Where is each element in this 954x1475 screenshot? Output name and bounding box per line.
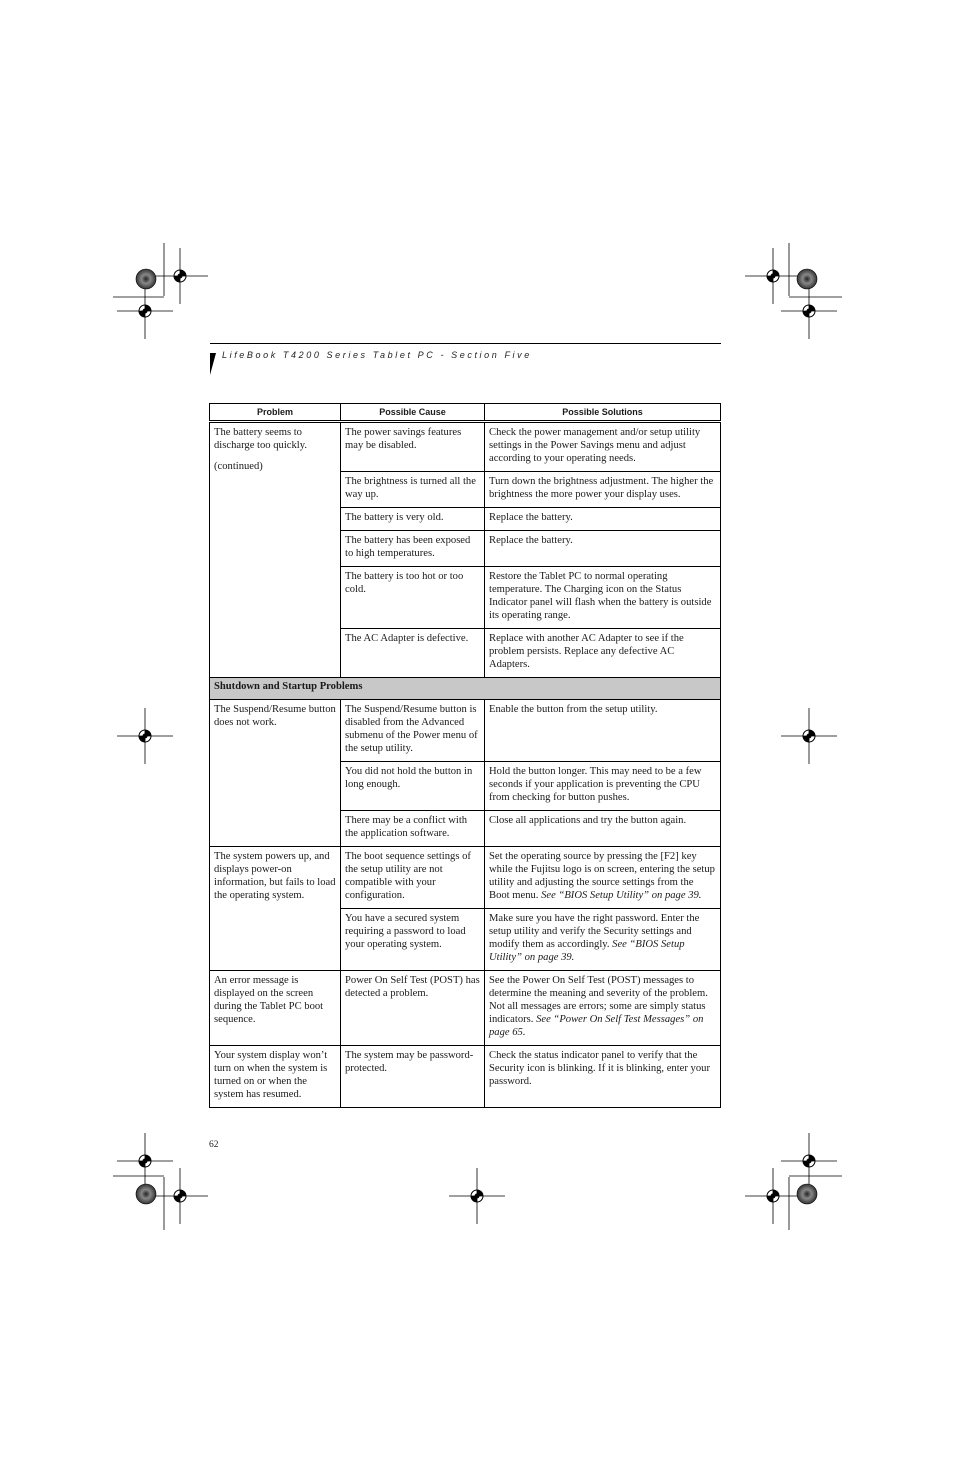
color-bar-circle-icon — [136, 269, 156, 289]
crosshair-registration-icon — [117, 708, 173, 764]
solution-text: Make sure you have the right password. Enter the setup utility and verify the Security settings and modify them as accordingly. — [489, 913, 700, 950]
solution-cell: Check the status indicator panel to verify that the Security icon is blinking. If it is blinking, enter your password. — [485, 1046, 721, 1108]
page-number: 62 — [209, 1140, 219, 1150]
header-wedge-mark — [210, 353, 216, 375]
solution-cell: Enable the button from the setup utility. — [485, 700, 721, 762]
cause-cell: You did not hold the button in long enough. — [341, 762, 485, 811]
solution-cell: Replace the battery. — [485, 531, 721, 567]
continued-label: (continued) — [214, 461, 263, 472]
solution-cell: Check the power management and/or setup utility settings in the Power Savings menu and adjust according to your operating needs. — [485, 422, 721, 472]
solution-cell: Hold the button longer. This may need to be a few seconds if your application is preventing the CPU from checking for button pushes. — [485, 762, 721, 811]
table-header-row — [210, 404, 721, 422]
color-bar-circle-icon — [797, 1184, 817, 1204]
problem-text: The battery seems to discharge too quickly. — [214, 427, 307, 451]
solution-text: See the Power On Self Test (POST) messages to determine the meaning and severity of the problem. Not all messages are errors; some are simply status indicators. — [489, 975, 708, 1025]
cause-cell: The boot sequence settings of the setup utility are not compatible with your configuration. — [341, 847, 485, 909]
table-row — [210, 971, 721, 1046]
column-header-cause: Possible Cause — [341, 404, 485, 422]
cause-cell: The battery is very old. — [341, 508, 485, 531]
problem-cell: The Suspend/Resume button does not work. — [210, 700, 341, 847]
cause-cell: The battery has been exposed to high temperatures. — [341, 531, 485, 567]
cause-cell: The system may be password-protected. — [341, 1046, 485, 1108]
crosshair-registration-icon — [152, 248, 208, 304]
crosshair-registration-icon — [781, 708, 837, 764]
solution-cell: Replace the battery. — [485, 508, 721, 531]
solution-cell — [485, 971, 721, 1046]
table-row — [210, 1046, 721, 1108]
solution-cell: Replace with another AC Adapter to see if the problem persists. Replace any defective AC Adapters. — [485, 629, 721, 678]
table-row — [210, 422, 721, 472]
crosshair-registration-icon — [745, 1168, 801, 1224]
cross-reference: See “Power On Self Test Messages” on page 65. — [489, 1014, 704, 1038]
cause-cell: The battery is too hot or too cold. — [341, 567, 485, 629]
solution-cell: Close all applications and try the button again. — [485, 811, 721, 847]
cross-reference: See “BIOS Setup Utility” on page 39. — [489, 939, 685, 963]
troubleshooting-table — [209, 403, 721, 1108]
solution-cell: Turn down the brightness adjustment. The higher the brightness the more power your display uses. — [485, 472, 721, 508]
column-header-problem: Problem — [210, 404, 341, 422]
section-heading: Shutdown and Startup Problems — [210, 678, 721, 700]
color-bar-circle-icon — [136, 1184, 156, 1204]
page-header — [210, 343, 721, 373]
problem-cell: An error message is displayed on the screen during the Tablet PC boot sequence. — [210, 971, 341, 1046]
problem-cell: Your system display won’t turn on when the system is turned on or when the system has resumed. — [210, 1046, 341, 1108]
cause-cell: There may be a conflict with the application software. — [341, 811, 485, 847]
problem-cell: The system powers up, and displays power-on information, but fails to load the operating system. — [210, 847, 341, 971]
cause-cell: Power On Self Test (POST) has detected a problem. — [341, 971, 485, 1046]
section-heading-row — [210, 678, 721, 700]
crosshair-registration-icon — [117, 283, 173, 339]
crosshair-registration-icon — [117, 1133, 173, 1189]
cross-reference: See “BIOS Setup Utility” on page 39. — [541, 890, 702, 901]
color-bar-circle-icon — [797, 269, 817, 289]
cause-cell: The brightness is turned all the way up. — [341, 472, 485, 508]
solution-cell: Restore the Tablet PC to normal operating temperature. The Charging icon on the Status Indicator panel will flash when the battery is outside its operating range. — [485, 567, 721, 629]
cause-cell: The AC Adapter is defective. — [341, 629, 485, 678]
solution-text: Set the operating source by pressing the [F2] key while the Fujitsu logo is on screen, entering the setup utility and adjusting the source settings from the Boot menu. — [489, 851, 715, 901]
cause-cell: The power savings features may be disabled. — [341, 422, 485, 472]
crosshair-registration-icon — [449, 1168, 505, 1224]
crosshair-registration-icon — [781, 283, 837, 339]
crosshair-registration-icon — [781, 1133, 837, 1189]
cause-cell: You have a secured system requiring a password to load your operating system. — [341, 909, 485, 971]
table-row — [210, 700, 721, 762]
solution-cell — [485, 909, 721, 971]
crosshair-registration-icon — [152, 1168, 208, 1224]
problem-cell — [210, 422, 341, 678]
column-header-solutions: Possible Solutions — [485, 404, 721, 422]
running-title: LifeBook T4200 Series Tablet PC - Section Five — [222, 350, 532, 360]
header-rule — [210, 343, 721, 344]
solution-cell — [485, 847, 721, 909]
crosshair-registration-icon — [745, 248, 801, 304]
cause-cell: The Suspend/Resume button is disabled from the Advanced submenu of the Power menu of the setup utility. — [341, 700, 485, 762]
table-row — [210, 847, 721, 909]
